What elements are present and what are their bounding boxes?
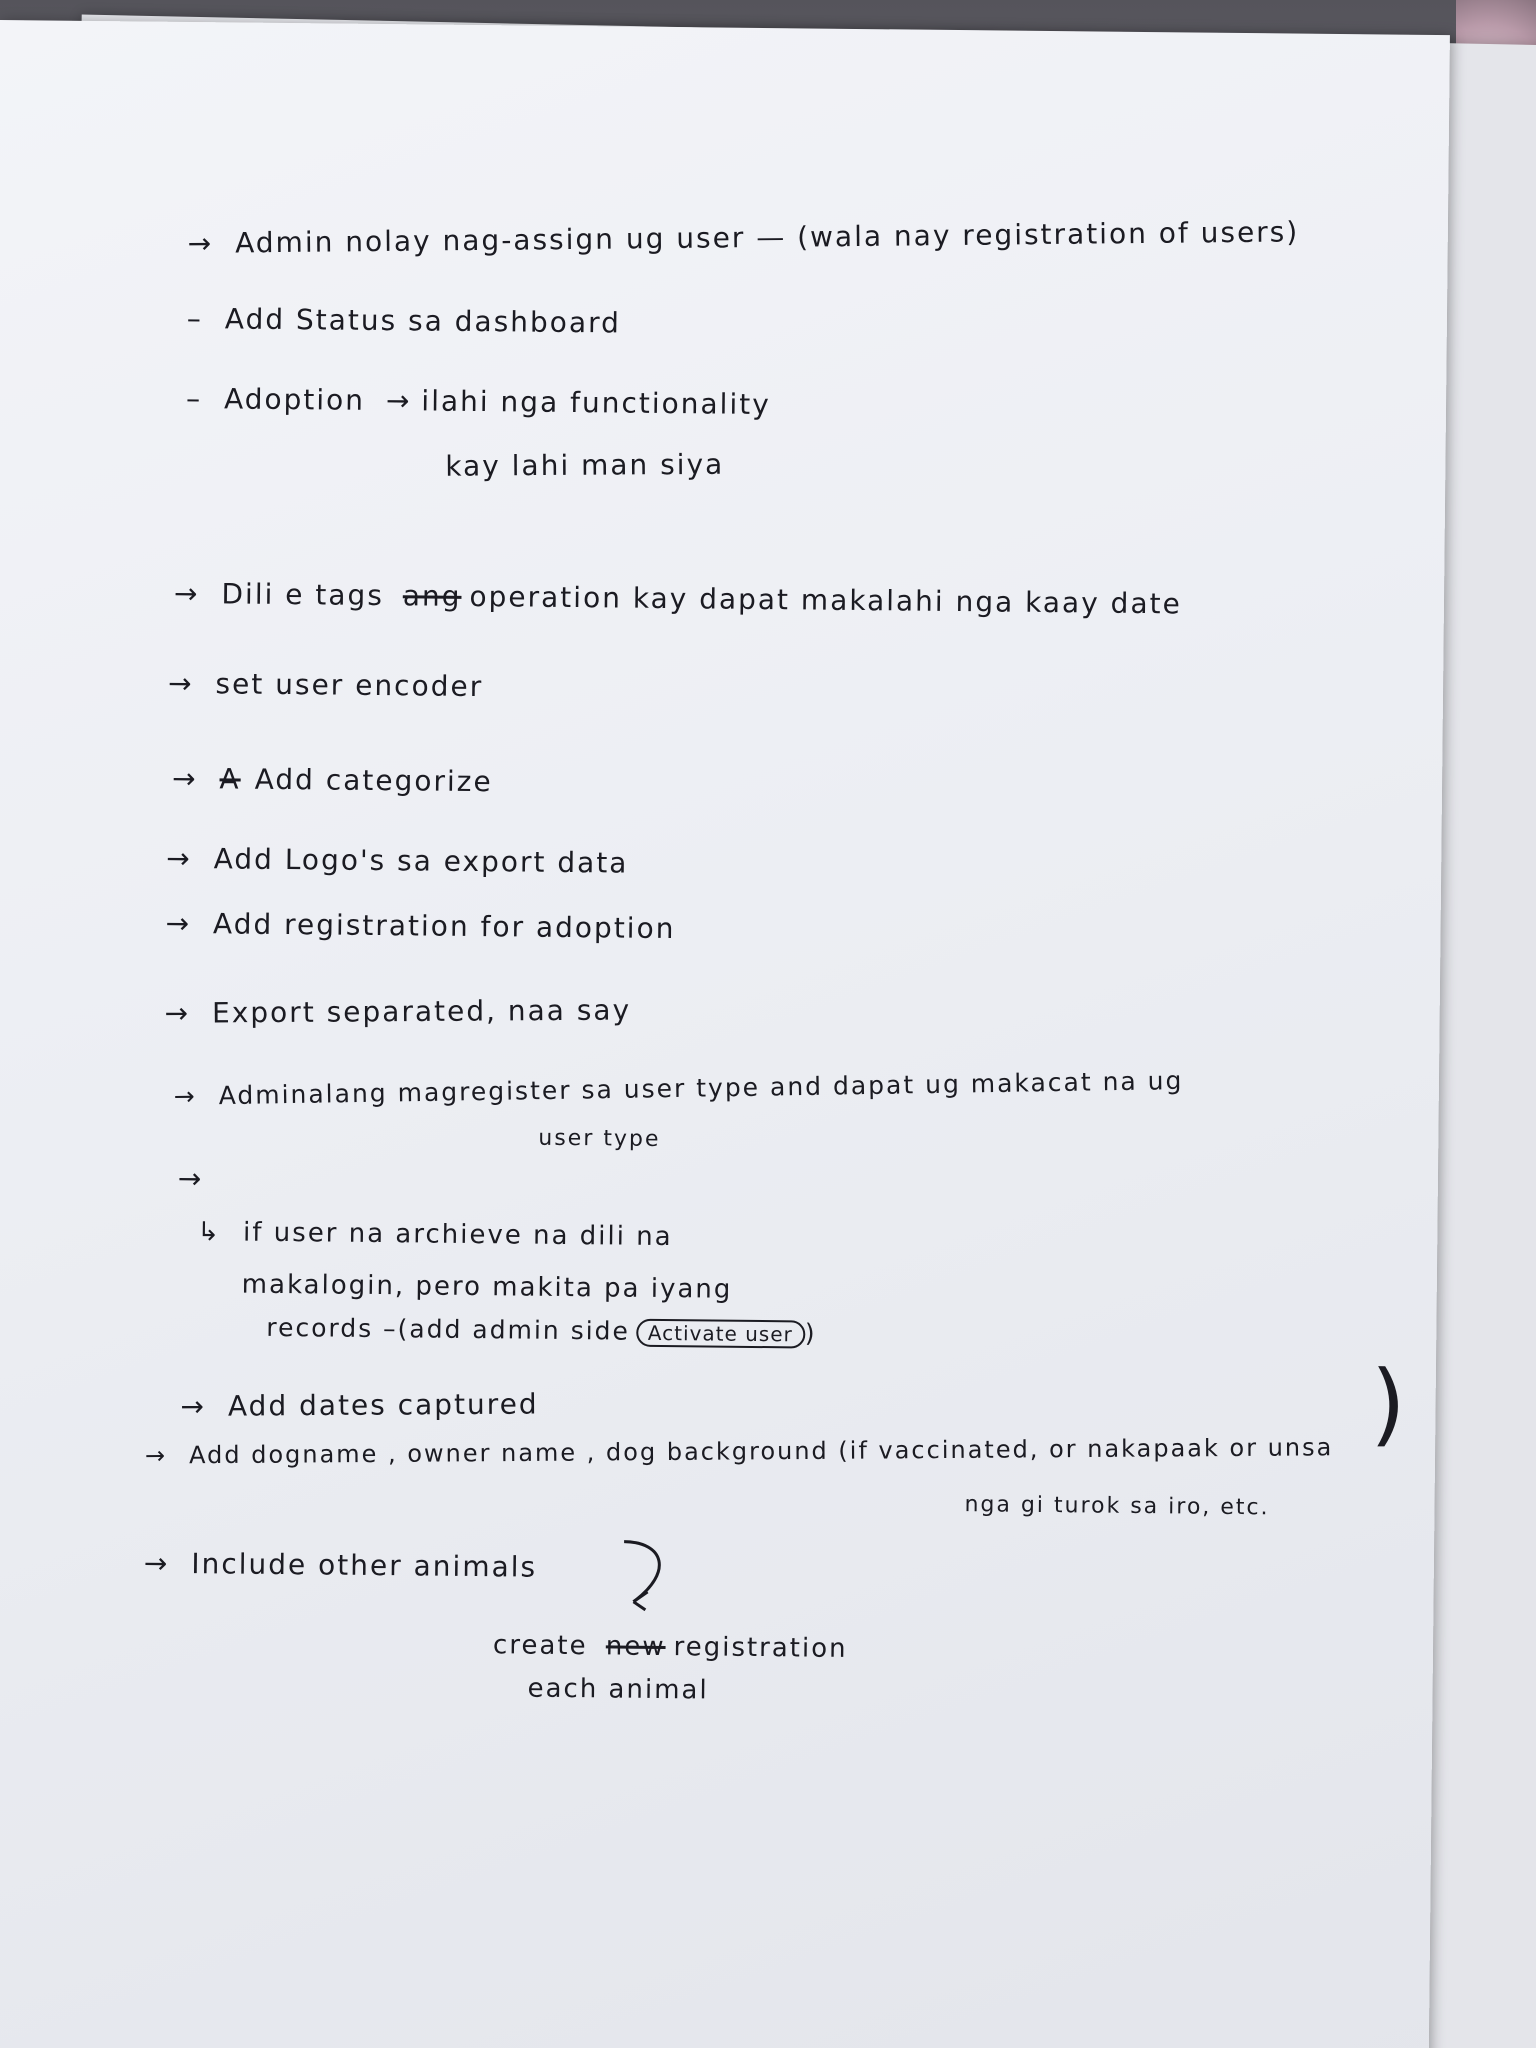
struck-text: ang (402, 579, 462, 613)
arrow-icon: → (187, 226, 214, 260)
arrow-icon: → (167, 666, 194, 701)
note-text: records –(add admin side (266, 1312, 631, 1346)
note-text: Add Status sa dashboard (224, 302, 622, 340)
note-line-18 (145, 1433, 1334, 1469)
note-text: each animal (527, 1673, 709, 1706)
note-text: Add dates captured (227, 1387, 539, 1423)
arrow-icon: → (180, 1389, 207, 1423)
note-text: Add dogname , owner name , dog background (if vaccinated, or nakapaak or unsa (188, 1433, 1334, 1470)
return-arrow-icon: ↳ (197, 1217, 222, 1248)
arrow-icon: → (164, 996, 191, 1030)
note-line-11 (174, 1066, 1184, 1111)
note-text: set user encoder (215, 667, 484, 704)
note-line-21 (493, 1630, 848, 1664)
arrow-icon: → (143, 1546, 170, 1580)
note-line-5 (174, 577, 1182, 621)
note-line-3 (186, 382, 771, 421)
note-line-10 (164, 994, 631, 1030)
curved-arrow-icon (603, 1531, 694, 1622)
note-text: Dili e tags (221, 577, 385, 613)
note-line-7 (172, 762, 493, 798)
note-line-12 (538, 1126, 660, 1152)
arrow-icon: → (171, 761, 198, 796)
note-text: Export separated, naa say (211, 993, 632, 1030)
arrow-icon: → (165, 906, 192, 941)
note-line-2 (187, 302, 621, 340)
struck-text: new (605, 1631, 666, 1663)
note-text: Include other animals (191, 1547, 538, 1584)
note-line-1 (187, 215, 1299, 260)
note-line-15 (242, 1270, 733, 1305)
struck-text: A (219, 762, 241, 796)
note-text: create (492, 1630, 588, 1662)
note-text: kay lahi man siya (445, 447, 725, 483)
note-line-20 (144, 1547, 538, 1584)
note-line-13 (178, 1162, 204, 1195)
note-text: Add Logo's sa export data (213, 842, 629, 880)
note-text: Add registration for adoption (212, 907, 676, 946)
note-line-19 (964, 1492, 1269, 1520)
note-text: makalogin, pero makita pa iyang (241, 1269, 733, 1305)
arrow-icon: → (177, 1161, 204, 1196)
note-line-14 (197, 1217, 673, 1252)
note-line-16 (266, 1313, 817, 1349)
note-line-4 (445, 448, 724, 483)
notes-sheet (0, 20, 1450, 2048)
note-text: ilahi nga functionality (421, 384, 771, 422)
note-text: Admin nolay nag-assign ug user — (wala nay registration of users) (234, 215, 1300, 260)
paren-close: ) (804, 1318, 817, 1348)
note-text: user type (538, 1125, 661, 1152)
note-text: if user na archieve na dili na (242, 1217, 673, 1253)
note-line-22 (527, 1674, 708, 1706)
note-text: registration (673, 1632, 848, 1664)
closing-parenthesis: ) (1370, 1351, 1407, 1457)
arrow-icon: → (173, 1081, 197, 1111)
note-text: Adminalang magregister sa user type and dapat ug makacat na ug (218, 1066, 1184, 1111)
note-text: Add categorize (254, 762, 493, 799)
activate-user-box: Activate user (636, 1319, 805, 1349)
note-line-8 (166, 842, 629, 880)
arrow-icon: → (166, 841, 192, 876)
arrow-icon: → (173, 576, 200, 611)
dash-icon: – (186, 301, 204, 336)
note-text: nga gi turok sa iro, etc. (964, 1492, 1270, 1521)
note-line-9 (165, 907, 675, 945)
note-text: Adoption (223, 382, 366, 417)
note-line-17 (180, 1387, 538, 1422)
note-line-6 (168, 667, 483, 703)
arrow-icon: → (144, 1441, 168, 1470)
arrow-icon: → (385, 384, 412, 418)
dash-icon: – (185, 381, 203, 416)
note-text: operation kay dapat makalahi nga kaay date (469, 579, 1182, 621)
